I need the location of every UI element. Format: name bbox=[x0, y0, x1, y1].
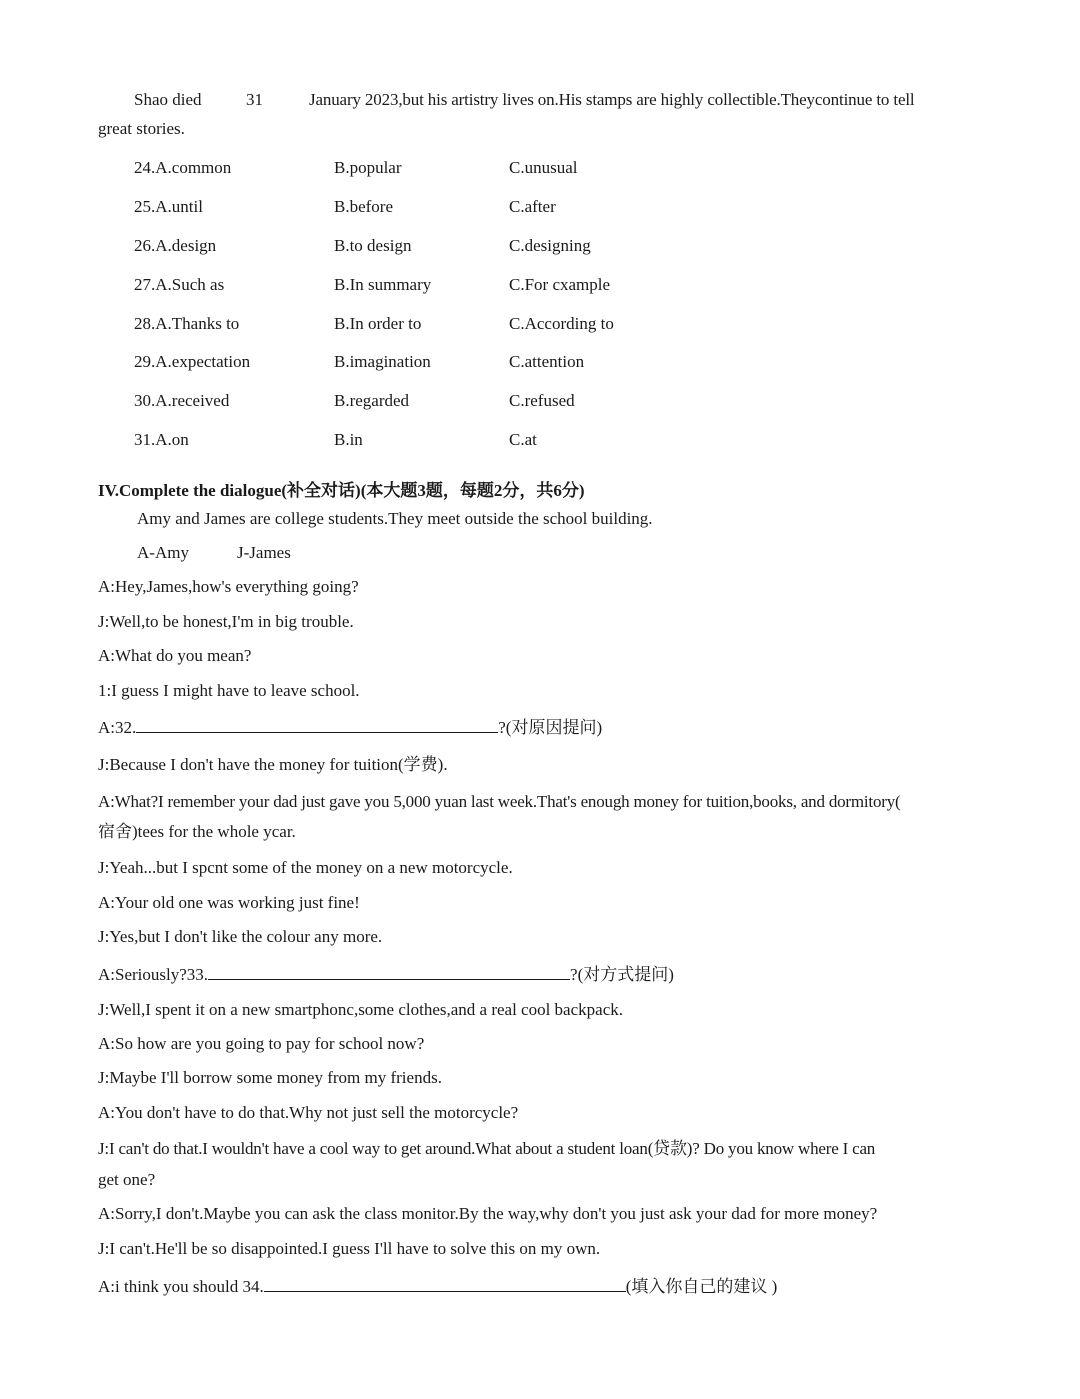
dialogue-line: J:I can't.He'll be so disappointed.I guess I'll have to solve this on my own. bbox=[98, 1239, 601, 1258]
passage-text-rest: January 2023,but his artistry lives on.His stamps are highly collectible.Theycontinue to tell bbox=[309, 90, 915, 109]
dialogue-line: A:What?I remember your dad just gave you 5,000 yuan last week.That's enough money for tuition,books, and dormitory( bbox=[98, 792, 901, 811]
section-title: IV.Complete the dialogue(补全对话)(本大题3题，每题2分，共6分) bbox=[98, 481, 585, 500]
speaker-james-key: J-James bbox=[237, 543, 291, 562]
option-a: 28.A.Thanks to bbox=[134, 314, 240, 333]
dialogue-line: J:I can't do that.I wouldn't have a cool way to get around.What about a student loan(贷款)? Do you know where I can bbox=[98, 1139, 876, 1158]
passage-line-1-rest bbox=[309, 90, 914, 110]
blank-suffix: ?(对原因提问) bbox=[498, 718, 603, 737]
option-b: B.In summary bbox=[334, 275, 432, 294]
dialogue-line-cont: 宿舍)tees for the whole ycar. bbox=[98, 822, 296, 841]
dialogue-line: A:What do you mean? bbox=[98, 646, 252, 665]
option-c: C.designing bbox=[509, 236, 591, 255]
speaker-amy-key: A-Amy bbox=[137, 543, 189, 562]
option-a: 25.A.until bbox=[134, 197, 203, 216]
dialogue-line-blank-34 bbox=[98, 1275, 777, 1297]
dialogue-line: J:Maybe I'll borrow some money from my friends. bbox=[98, 1068, 442, 1087]
option-b: B.before bbox=[334, 197, 394, 216]
option-row bbox=[0, 391, 1080, 413]
option-b: B.regarded bbox=[334, 391, 410, 410]
option-c: C.According to bbox=[509, 314, 614, 333]
option-a: 31.A.on bbox=[134, 430, 189, 449]
dialogue-line-blank-33 bbox=[98, 963, 674, 985]
dialogue-line: J:Yeah...but I spcnt some of the money on a new motorcycle. bbox=[98, 858, 513, 877]
passage-text-end: great stories. bbox=[98, 119, 185, 138]
dialogue-line: A:Your old one was working just fine! bbox=[98, 893, 360, 912]
dialogue-line: J:Because I don't have the money for tuition(学费). bbox=[98, 755, 448, 774]
option-a: 24.A.common bbox=[134, 158, 232, 177]
blank-number-31 bbox=[246, 90, 263, 110]
dialogue-line: A:Sorry,I don't.Maybe you can ask the class monitor.By the way,why don't you just ask your dad for more money? bbox=[98, 1204, 878, 1223]
option-row bbox=[0, 236, 1080, 258]
option-b: B.to design bbox=[334, 236, 412, 255]
answer-blank-34[interactable] bbox=[264, 1275, 626, 1292]
option-row bbox=[0, 314, 1080, 336]
option-b: B.popular bbox=[334, 158, 402, 177]
blank-suffix: ?(对方式提问) bbox=[570, 965, 674, 984]
option-b: B.In order to bbox=[334, 314, 422, 333]
option-row bbox=[0, 352, 1080, 374]
blank-prefix: A:i think you should 34. bbox=[98, 1277, 264, 1296]
dialogue-line-cont: get one? bbox=[98, 1170, 156, 1189]
dialogue-line: A:You don't have to do that.Why not just sell the motorcycle? bbox=[98, 1103, 519, 1122]
blank-label: 31 bbox=[246, 90, 263, 109]
option-c: C.attention bbox=[509, 352, 585, 371]
option-row bbox=[0, 430, 1080, 452]
section-intro: Amy and James are college students.They meet outside the school building. bbox=[137, 509, 653, 528]
option-c: C.unusual bbox=[509, 158, 578, 177]
dialogue-line: 1:I guess I might have to leave school. bbox=[98, 681, 360, 700]
dialogue-line: A:Hey,James,how's everything going? bbox=[98, 577, 359, 596]
option-a: 30.A.received bbox=[134, 391, 230, 410]
option-a: 26.A.design bbox=[134, 236, 217, 255]
option-row bbox=[0, 275, 1080, 297]
option-c: C.For cxample bbox=[509, 275, 611, 294]
dialogue-line: J:Well,to be honest,I'm in big trouble. bbox=[98, 612, 354, 631]
option-c: C.refused bbox=[509, 391, 575, 410]
option-b: B.in bbox=[334, 430, 363, 449]
blank-suffix: (填入你自己的建议 ) bbox=[625, 1277, 778, 1296]
option-a: 27.A.Such as bbox=[134, 275, 225, 294]
option-b: B.imagination bbox=[334, 352, 431, 371]
option-c: C.at bbox=[509, 430, 537, 449]
passage-line-1 bbox=[134, 90, 202, 110]
answer-blank-33[interactable] bbox=[208, 963, 570, 980]
blank-prefix: A:32. bbox=[98, 718, 137, 737]
option-c: C.after bbox=[509, 197, 556, 216]
dialogue-line: J:Well,I spent it on a new smartphonc,some clothes,and a real cool backpack. bbox=[98, 1000, 623, 1019]
passage-text-start: Shao died bbox=[134, 90, 202, 109]
blank-prefix: A:Seriously?33. bbox=[98, 965, 209, 984]
passage-line-2 bbox=[98, 119, 185, 139]
dialogue-line: J:Yes,but I don't like the colour any more. bbox=[98, 927, 383, 946]
option-a: 29.A.expectation bbox=[134, 352, 251, 371]
option-row bbox=[0, 197, 1080, 219]
dialogue-line-blank-32 bbox=[98, 716, 602, 738]
dialogue-line: A:So how are you going to pay for school now? bbox=[98, 1034, 425, 1053]
answer-blank-32[interactable] bbox=[136, 716, 498, 733]
option-row bbox=[0, 158, 1080, 180]
